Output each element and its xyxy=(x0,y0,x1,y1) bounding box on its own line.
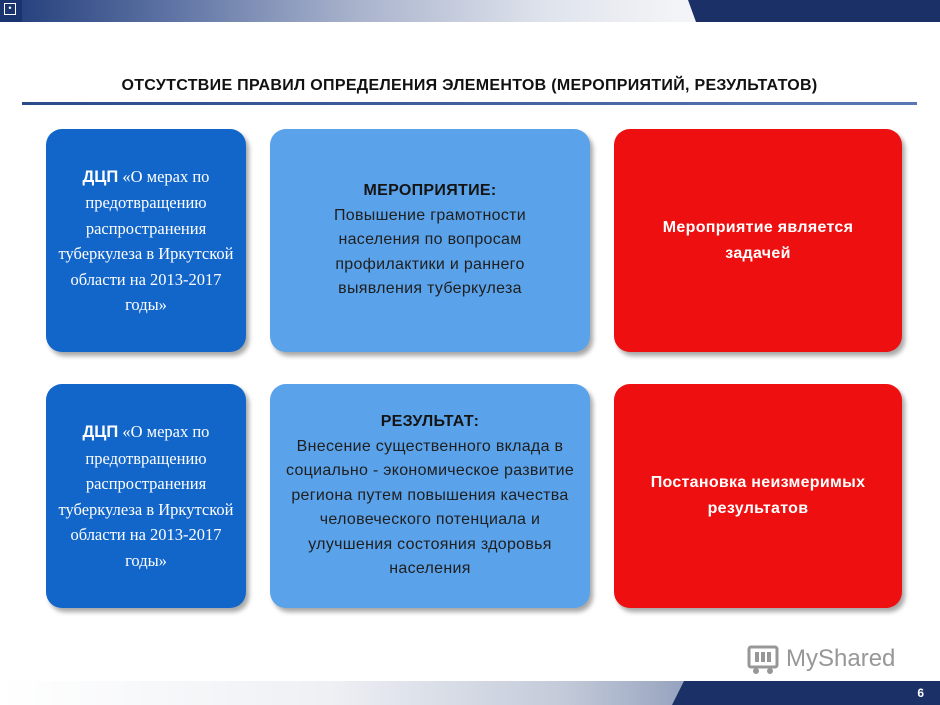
activity-issue-card xyxy=(614,129,902,352)
cart-icon xyxy=(746,643,780,675)
program-card-2 xyxy=(46,384,246,608)
activity-issue-text: Мероприятие является задачей xyxy=(662,218,854,262)
slide-title: ОТСУТСТВИЕ ПРАВИЛ ОПРЕДЕЛЕНИЯ ЭЛЕМЕНТОВ (МЕРОПРИЯТИЙ, РЕЗУЛЬТАТОВ) xyxy=(121,77,818,94)
program-text-1 xyxy=(56,164,236,318)
program-prefix-2: ДЦП xyxy=(82,423,119,441)
title-underline xyxy=(22,102,917,105)
result-heading: РЕЗУЛЬТАТ: xyxy=(380,413,480,431)
program-quote-1: « xyxy=(118,166,131,186)
program-quote-2: « xyxy=(118,422,131,441)
program-text-2 xyxy=(56,419,236,573)
program-title-1: О мерах по предотвращению распространения туберкулеза в Иркутской области на 2013-2017 годы» xyxy=(58,166,234,314)
result-issue-text: Постановка неизмеримых результатов xyxy=(650,474,866,517)
bottom-right-decor xyxy=(672,681,940,705)
corner-mark: • xyxy=(8,3,12,13)
watermark-text: MyShared xyxy=(786,645,896,672)
result-text: Внесение существенного вклада в социально - экономическое развитие региона путем повышения качества человеческого потенциала и улучшения состояния здоровья населения xyxy=(285,437,575,578)
program-title-2: О мерах по предотвращению распространения туберкулеза в Иркутской области на 2013-2017 годы» xyxy=(58,422,234,570)
corner-square-icon xyxy=(4,3,16,15)
result-issue-card xyxy=(614,384,902,608)
myshared-watermark xyxy=(746,642,895,676)
top-right-decor xyxy=(678,0,940,22)
program-card-1 xyxy=(46,129,246,352)
top-left-corner xyxy=(0,0,22,22)
activity-card xyxy=(270,129,590,352)
activity-text: Повышение грамотности населения по вопросам профилактики и раннего выявления туберкулеза xyxy=(333,206,527,298)
program-prefix-1: ДЦП xyxy=(82,167,119,186)
result-card xyxy=(270,384,590,608)
page-number: 6 xyxy=(917,686,924,700)
activity-heading: МЕРОПРИЯТИЕ: xyxy=(363,182,497,200)
